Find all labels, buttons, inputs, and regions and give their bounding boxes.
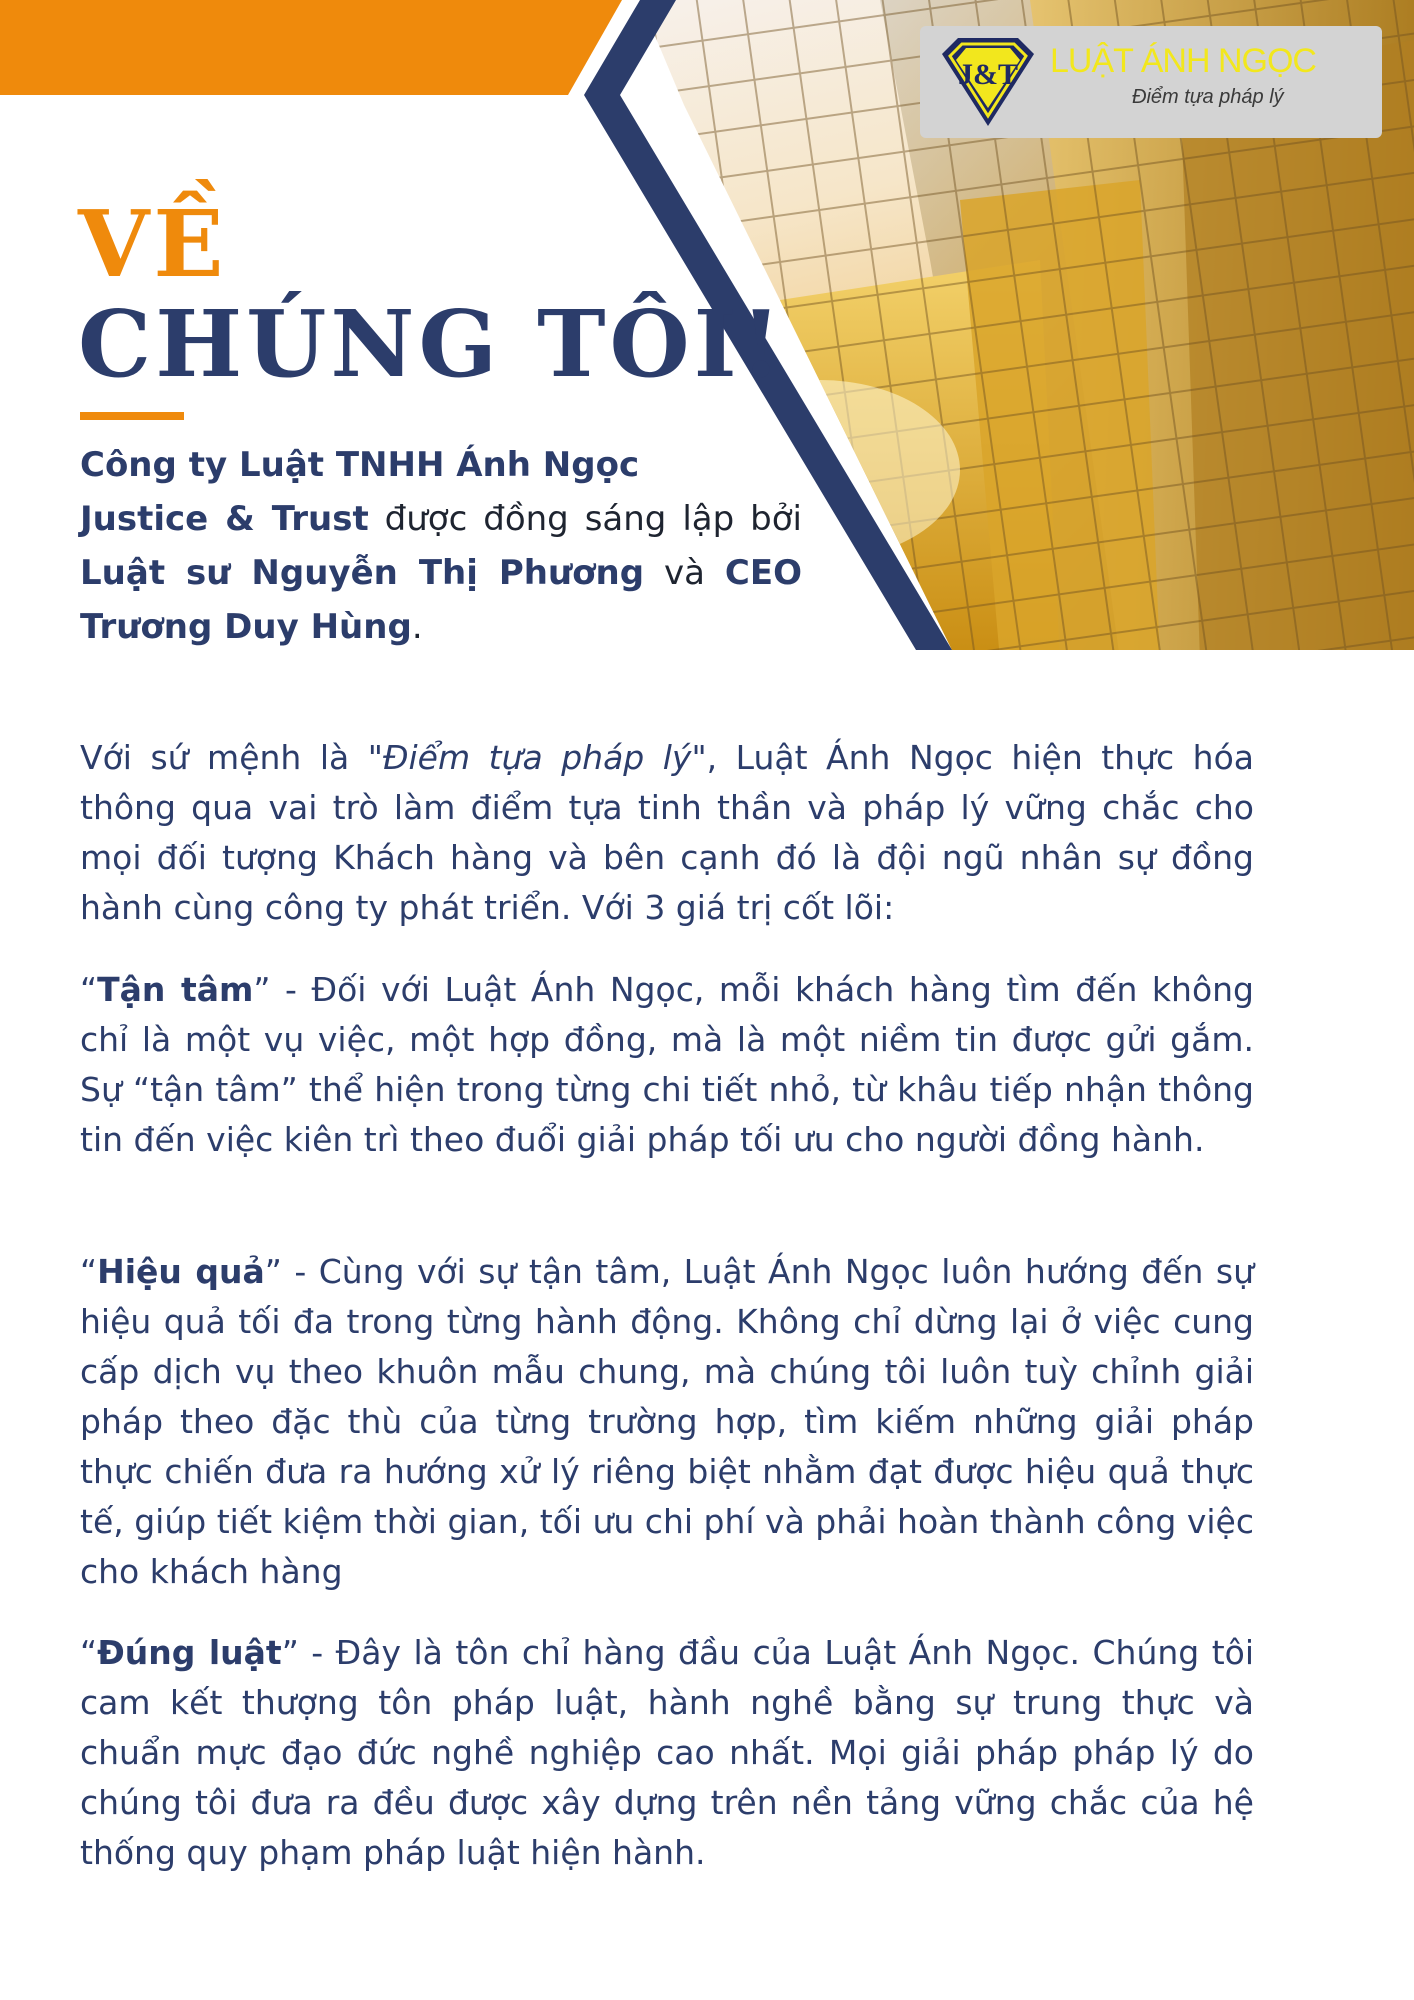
value-title: Đúng luật [97,1633,282,1672]
page-title-line-1: VỀ [78,190,228,298]
value-title: Hiệu quả [97,1252,265,1291]
company-name: Công ty Luật TNHH Ánh Ngọc [80,445,640,485]
mission-paragraph: Với sứ mệnh là "Điểm tựa pháp lý", Luật Ánh Ngọc hiện thực hóa thông qua vai trò làm điểm tựa tinh thần và pháp lý vững chắc cho mọi đối tượng Khách hàng và bên cạnh đó là đội ngũ nhân sự đồng hành cùng công ty phát triển. Với 3 giá trị cốt lõi: [80,738,1254,927]
logo-monogram: J&T [958,58,1018,91]
value-paragraph-effectiveness: “Hiệu quả” - Cùng với sự tận tâm, Luật Ánh Ngọc luôn hướng đến sự hiệu quả tối đa trong từng hành động. Không chỉ dừng lại ở việc cung cấp dịch vụ theo khuôn mẫu chung, mà chúng tôi luôn tuỳ chỉnh giải pháp theo đặc thù của từng trường hợp, tìm kiếm những giải pháp thực chiến đưa ra hướng xử lý riêng biệt nhằm đạt được hiệu quả thực tế, giúp tiết kiệm thời gian, tối ưu chi phí và phải hoàn thành công việc cho khách hàng [80,1252,1255,1591]
intro-paragraph [80,438,802,654]
diamond-shield-icon [936,34,1040,130]
intro-text: và [644,553,705,593]
page-title-line-2: CHÚNG TÔI! [78,290,786,398]
heading-underline [80,412,184,420]
value-title: Tận tâm [97,970,254,1009]
founder-name: Luật sư Nguyễn Thị Phương [80,553,645,593]
orange-band [0,0,622,95]
founder-name: CEO Trương Duy Hùng [80,553,802,647]
logo-name: LUẬT ÁNH NGỌC [1050,42,1316,80]
value-paragraph-dedication: “Tận tâm” - Đối với Luật Ánh Ngọc, mỗi khách hàng tìm đến không chỉ là một vụ việc, một hợp đồng, mà là một niềm tin được gửi gắm. Sự “tận tâm” thể hiện trong từng chi tiết nhỏ, từ khâu tiếp nhận thông tin đến việc kiên trì theo đuổi giải pháp tối ưu cho người đồng hành. [80,970,1255,1159]
value-paragraph-lawfulness: “Đúng luật” - Đây là tôn chỉ hàng đầu của Luật Ánh Ngọc. Chúng tôi cam kết thượng tôn pháp luật, hành nghề bằng sự trung thực và chuẩn mực đạo đức nghề nghiệp cao nhất. Mọi giải pháp pháp lý do chúng tôi đưa ra đều được xây dựng trên nền tảng vững chắc của hệ thống quy phạm pháp luật hiện hành. [80,1633,1254,1872]
intro-text: bởi [750,499,802,539]
company-logo [920,26,1382,138]
logo-slogan: Điểm tựa pháp lý [1132,86,1284,108]
intro-text: . [411,607,423,647]
company-name-suffix: Justice & Trust [80,499,369,539]
mission-slogan: Điểm tựa pháp lý [382,738,692,777]
intro-text: được đồng sáng lập [368,499,735,539]
